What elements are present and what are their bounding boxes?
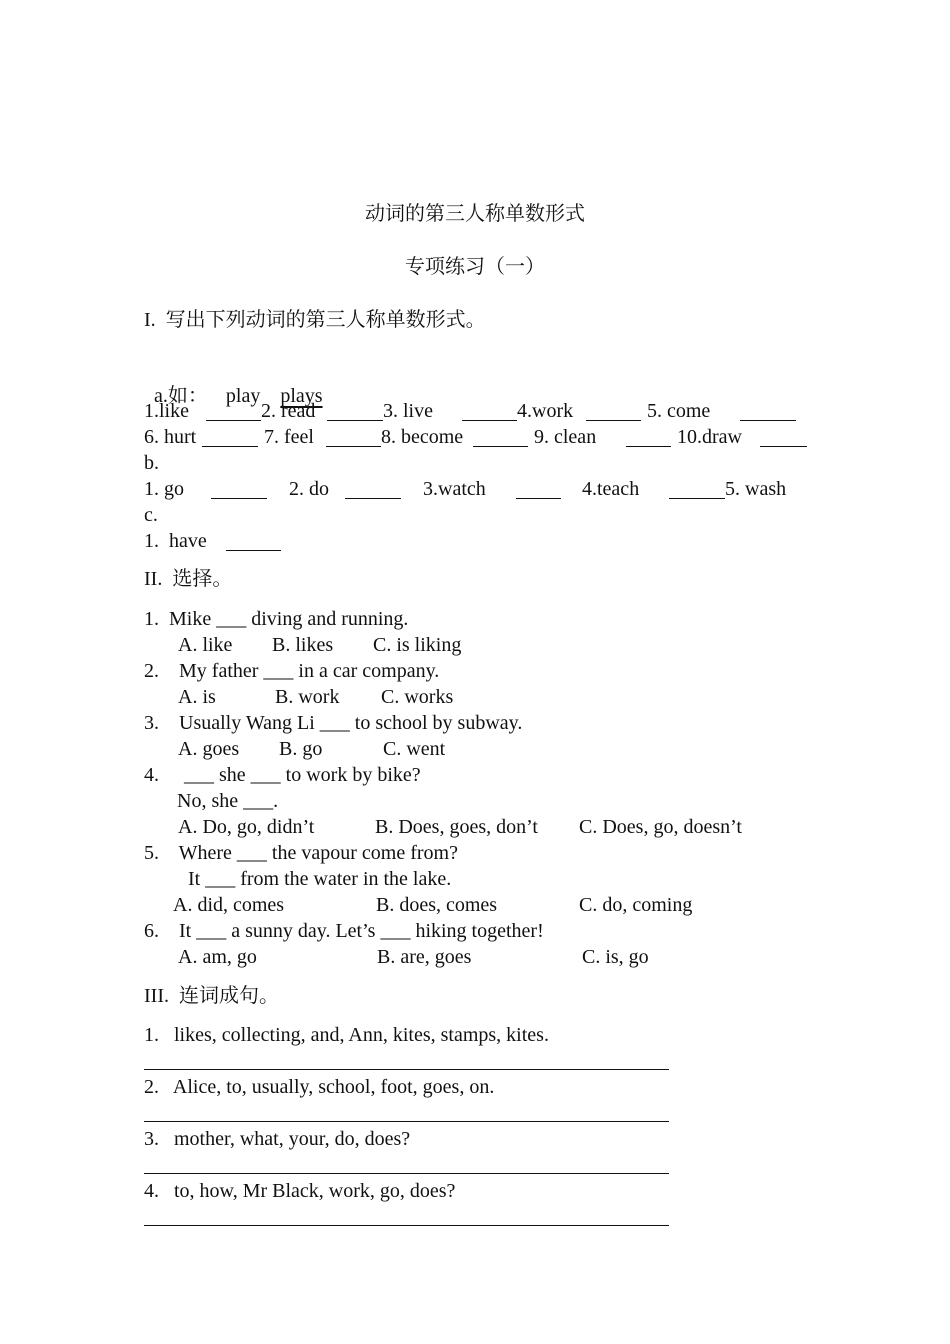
answer-line[interactable] <box>144 1121 669 1122</box>
answer-line[interactable] <box>144 1069 669 1070</box>
question-6: 6. It ___ a sunny day. Let’s ___ hiking together! <box>144 920 544 942</box>
example-answer: plays <box>280 385 323 407</box>
option-5b[interactable]: B. does, comes <box>376 894 498 916</box>
example-word: play <box>225 385 261 407</box>
question-3: 3. Usually Wang Li ___ to school by subway. <box>144 712 523 734</box>
verb-b2: 2. do <box>289 478 329 500</box>
option-4a[interactable]: A. Do, go, didn’t <box>178 816 315 838</box>
verb-2: 2. read <box>261 400 316 422</box>
verb-b5: 5. wash <box>725 478 787 500</box>
answer-blank[interactable] <box>473 428 528 447</box>
option-6b[interactable]: B. are, goes <box>377 946 472 968</box>
option-3a[interactable]: A. goes <box>178 738 240 760</box>
sentence-item-1: 1. likes, collecting, and, Ann, kites, stamps, kites. <box>144 1024 549 1046</box>
option-6a[interactable]: A. am, go <box>178 946 257 968</box>
question-5: 5. Where ___ the vapour come from? <box>144 842 458 864</box>
answer-blank[interactable] <box>211 480 267 499</box>
verb-10: 10.draw <box>677 426 742 448</box>
answer-blank[interactable] <box>516 480 561 499</box>
verb-9: 9. clean <box>534 426 597 448</box>
verb-b4: 4.teach <box>582 478 640 500</box>
verb-7: 7. feel <box>264 426 314 448</box>
answer-blank[interactable] <box>760 428 807 447</box>
answer-blank[interactable] <box>202 428 258 447</box>
question-1: 1. Mike ___ diving and running. <box>144 608 409 630</box>
page-subtitle: 专项练习（一） <box>405 256 545 278</box>
sentence-item-3: 3. mother, what, your, do, does? <box>144 1128 411 1150</box>
label-c: c. <box>144 504 158 526</box>
question-4-response: No, she ___. <box>177 790 279 812</box>
verb-6: 6. hurt <box>144 426 197 448</box>
verb-c1: 1. have <box>144 530 207 552</box>
verb-4: 4.work <box>517 400 574 422</box>
option-1c[interactable]: C. is liking <box>373 634 462 656</box>
sentence-item-2: 2. Alice, to, usually, school, foot, goes, on. <box>144 1076 495 1098</box>
verb-b3: 3.watch <box>423 478 486 500</box>
verb-5: 5. come <box>647 400 711 422</box>
answer-line[interactable] <box>144 1173 669 1174</box>
verb-1: 1.like <box>144 400 189 422</box>
example-prefix: a.如： <box>154 385 208 407</box>
answer-blank[interactable] <box>326 428 381 447</box>
option-2c[interactable]: C. works <box>381 686 454 708</box>
verb-3: 3. live <box>383 400 433 422</box>
option-1a[interactable]: A. like <box>178 634 233 656</box>
sentence-item-4: 4. to, how, Mr Black, work, go, does? <box>144 1180 456 1202</box>
verb-8: 8. become <box>381 426 464 448</box>
answer-blank[interactable] <box>345 480 401 499</box>
answer-line[interactable] <box>144 1225 669 1226</box>
answer-blank[interactable] <box>626 428 671 447</box>
section-3-heading: III. 连词成句。 <box>144 985 279 1007</box>
question-5-response: It ___ from the water in the lake. <box>188 868 452 890</box>
page-title: 动词的第三人称单数形式 <box>365 203 585 225</box>
option-6c[interactable]: C. is, go <box>582 946 649 968</box>
section-1-heading: I. 写出下列动词的第三人称单数形式。 <box>144 309 486 331</box>
answer-blank[interactable] <box>327 402 383 421</box>
label-b: b. <box>144 452 159 474</box>
question-4: 4. ___ she ___ to work by bike? <box>144 764 421 786</box>
option-2b[interactable]: B. work <box>275 686 340 708</box>
answer-blank[interactable] <box>740 402 796 421</box>
section-2-heading: II. 选择。 <box>144 568 233 590</box>
answer-blank[interactable] <box>669 480 725 499</box>
option-2a[interactable]: A. is <box>178 686 216 708</box>
option-5a[interactable]: A. did, comes <box>173 894 285 916</box>
option-3b[interactable]: B. go <box>279 738 323 760</box>
answer-blank[interactable] <box>462 402 517 421</box>
option-4c[interactable]: C. Does, go, doesn’t <box>579 816 742 838</box>
question-2: 2. My father ___ in a car company. <box>144 660 440 682</box>
option-4b[interactable]: B. Does, goes, don’t <box>375 816 538 838</box>
option-3c[interactable]: C. went <box>383 738 446 760</box>
option-5c[interactable]: C. do, coming <box>579 894 693 916</box>
verb-b1: 1. go <box>144 478 184 500</box>
option-1b[interactable]: B. likes <box>272 634 334 656</box>
answer-blank[interactable] <box>206 402 261 421</box>
answer-blank[interactable] <box>586 402 641 421</box>
answer-blank[interactable] <box>226 532 281 551</box>
